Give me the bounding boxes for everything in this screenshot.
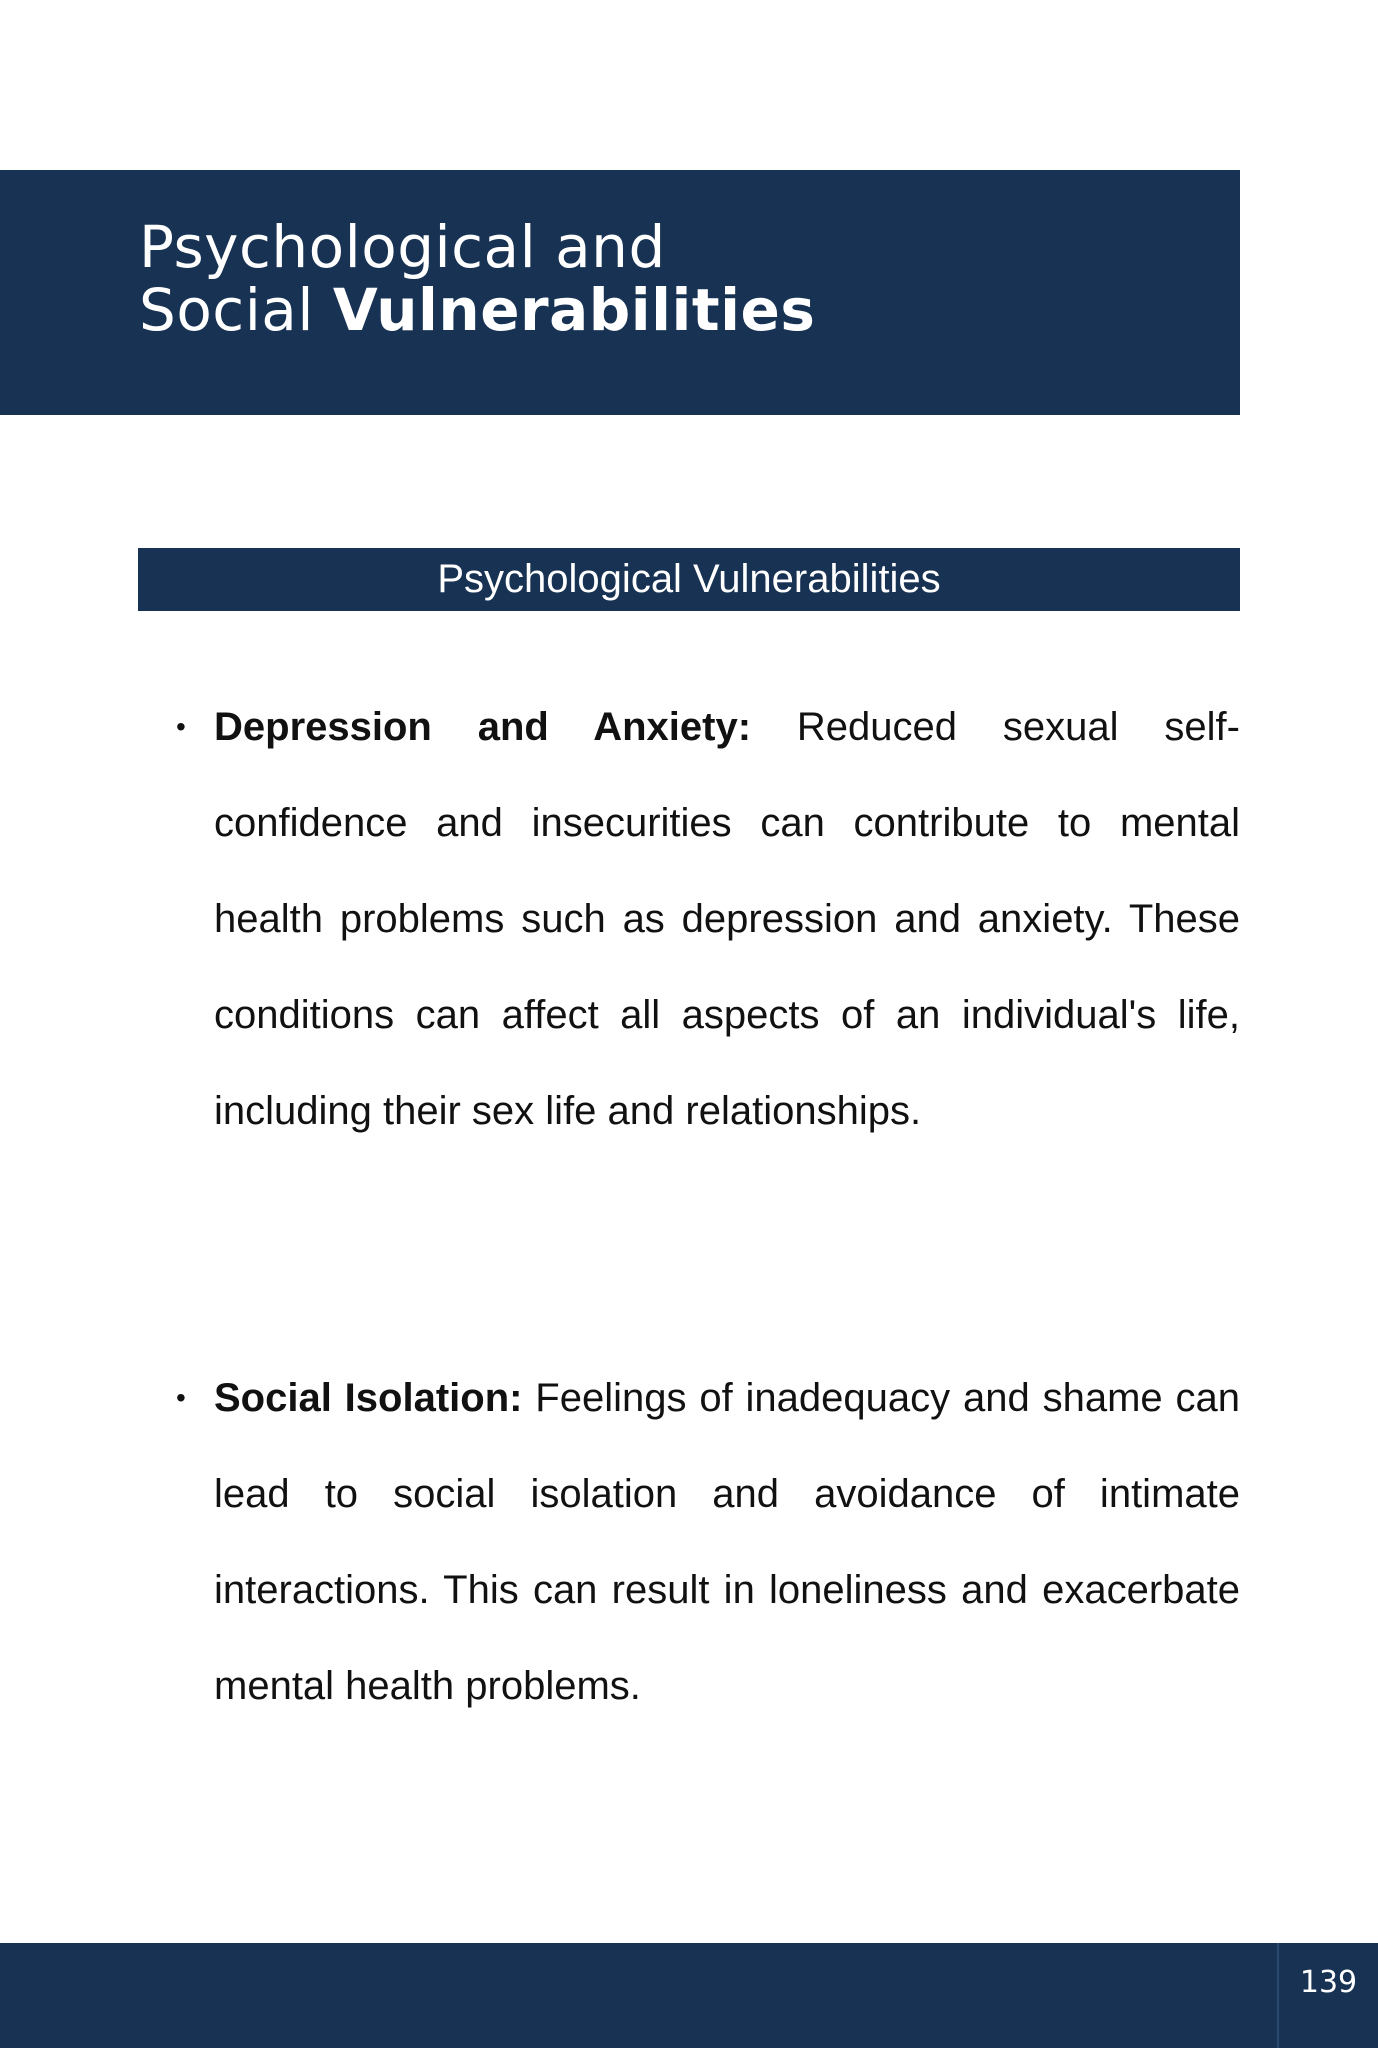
- item-term: Social Isolation:: [214, 1376, 523, 1420]
- title-line-2-bold: Vulnerabilities: [332, 276, 816, 344]
- bullet-list-1: [214, 679, 1240, 1159]
- item-text: Feelings of inadequacy and shame can lead to social isolation and avoidance of intimate interactions. This can result in loneliness and exacerbate mental health problems.: [214, 1376, 1240, 1708]
- page-number: 139: [1277, 1943, 1378, 2048]
- item-term: Depression and Anxiety:: [214, 705, 752, 749]
- section-heading: Psychological Vulnerabilities: [138, 548, 1240, 611]
- item-text: Reduced sexual self-confidence and insecurities can contribute to mental health problems such as depression and anxiety. These conditions can affect all aspects of an individual's life, including their sex life and relationships.: [214, 705, 1240, 1133]
- title-line-2: [139, 276, 816, 344]
- list-item: [214, 679, 1240, 1159]
- bullet-list-2: [214, 1350, 1240, 1734]
- list-item: [214, 1350, 1240, 1734]
- title-line-1: Psychological and: [139, 213, 666, 281]
- page-title: [139, 213, 816, 344]
- footer-bar: [0, 1943, 1378, 2048]
- title-line-2-regular: Social: [139, 276, 333, 344]
